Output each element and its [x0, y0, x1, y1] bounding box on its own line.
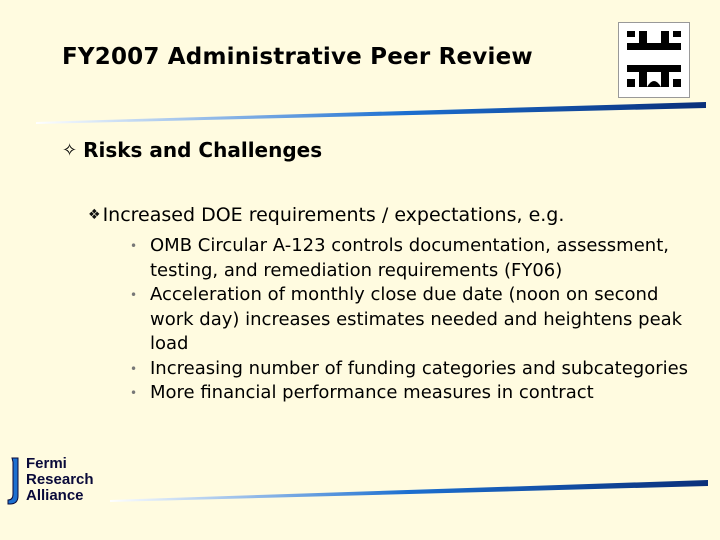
slide-title: FY2007 Administrative Peer Review — [62, 44, 533, 70]
subsection-heading — [88, 204, 564, 226]
bullet-dot-icon: • — [130, 239, 138, 253]
title-divider — [0, 100, 720, 128]
bullet-dot-icon: • — [130, 288, 138, 302]
list-item: • Acceleration of monthly close due date (noon on second work day) increases estimates needed and heightens peak load — [130, 284, 683, 354]
section-heading-text: Risks and Challenges — [83, 138, 323, 162]
subsection-heading-text: Increased DOE requirements / expectations, e.g. — [102, 204, 565, 226]
list-item: • More financial performance measures in contract — [150, 381, 690, 406]
diamond-bullet-icon: ❖ — [88, 207, 101, 223]
section-bullet-icon: ✧ — [62, 139, 78, 161]
section-heading — [62, 138, 322, 162]
fra-logo-text: Fermi Research Alliance — [26, 455, 94, 504]
fermilab-logo — [618, 22, 690, 98]
bullet-list — [130, 234, 690, 406]
footer-divider — [0, 476, 720, 506]
list-item: • OMB Circular A-123 controls documentation, assessment, testing, and remediation requirements (FY06) — [130, 235, 669, 281]
bullet-dot-icon: • — [130, 361, 138, 376]
fermilab-logo-icon — [619, 23, 689, 97]
bullet-dot-icon: • — [130, 386, 138, 400]
list-item: • Increasing number of funding categories and subcategories — [150, 357, 690, 382]
